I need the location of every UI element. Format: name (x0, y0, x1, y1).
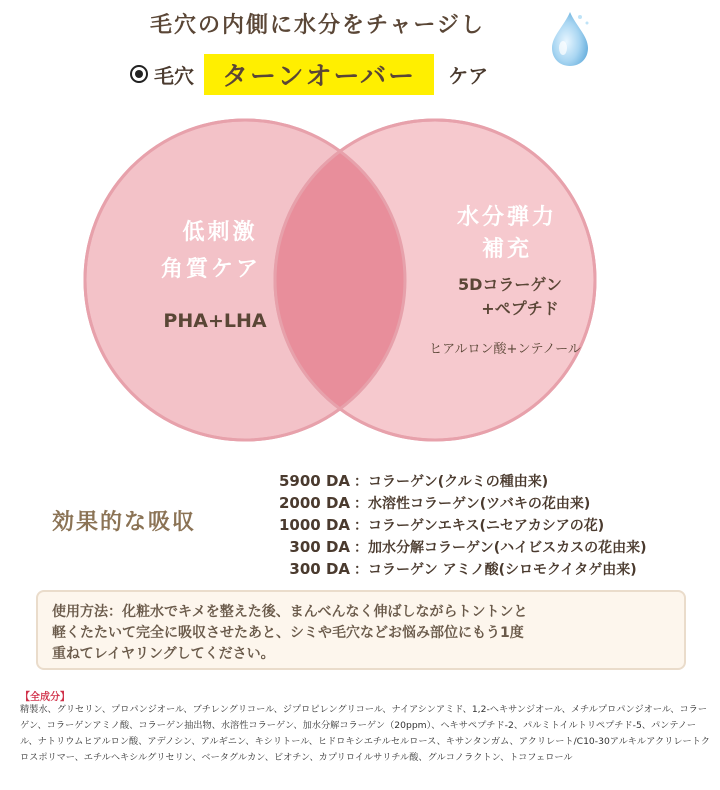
list-item (240, 558, 710, 580)
molecule-desc: ：コラーゲン アミノ酸(シロモクイタゲ由来) (354, 562, 637, 578)
usage-line: 使用方法：化粧水でキメを整えた後、まんべんなく伸ばしながらトントンと (52, 604, 528, 620)
usage-line: 軽くたたいて完全に吸収させたあと、シミや毛穴などお悩み部位にもう1度 (52, 625, 524, 641)
molecule-size: 5900 DA (278, 472, 350, 490)
left-title-line1: 低刺激 (182, 220, 258, 245)
molecule-desc: ：コラーゲン(クルミの種由来) (354, 474, 549, 490)
absorption-title: 効果的な吸収 (52, 510, 197, 535)
absorption-list (240, 470, 710, 580)
list-item (240, 536, 710, 558)
turnover-highlight: ターンオーバー (204, 54, 434, 95)
molecule-desc: ：加水分解コラーゲン(ハイビスカスの花由来) (354, 540, 647, 556)
ingredients-heading: 【全成分】 (20, 692, 70, 703)
molecule-desc: ：水溶性コラーゲン(ツバキの花由来) (354, 496, 591, 512)
subtitle-tail: ケア (448, 63, 489, 88)
molecule-size: 300 DA (289, 538, 350, 556)
right-title-line1: 水分弾力 (456, 205, 557, 230)
usage-line: 重ねてレイヤリングしてください。 (52, 646, 275, 662)
left-title-line2: 角質ケア (160, 257, 261, 282)
right-ingredient-line1: 5Dコラーゲン (457, 275, 563, 294)
molecule-size: 1000 DA (278, 516, 350, 534)
list-item (240, 514, 710, 536)
molecule-desc: ：コラーゲンエキス(ニセアカシアの花) (354, 518, 605, 534)
headline: 毛穴の内側に水分をチャージし (150, 13, 485, 38)
right-ingredient-line2: +ペプチド (481, 299, 559, 318)
water-drop-icon (542, 8, 598, 68)
molecule-size: 2000 DA (278, 494, 350, 512)
list-item (240, 470, 710, 492)
ingredients-text: 精製水、グリセリン、プロパンジオール、ブチレングリコール、ジプロピレングリコール、ナイアシンアミド、1,2-ヘキサンジオール、メチルプロパンジオール、コラーゲン、コラーゲンアミノ酸、コラーゲン抽出物、水溶性コラーゲン、加水分解コラーゲン（20ppm）、ヘキサペプチド-2、パルミトイルトリペプチド-5、パンテノール、ナトリウムヒアルロン酸、アデノシン、アルギニン、キシリトール、ヒドロキシエチルセルロース、キサンタンガム、アクリレート/C10-30アルキルアクリレートクロスポリマー、エチルヘキシルグリセリン、ベータグルカン、ビオチン、カプリロイルサリチル酸、グルコノラクトン、トコフェロール (20, 704, 710, 763)
subtitle-lead: 毛穴 (154, 63, 194, 88)
right-note: ヒアルロン酸+ンテノール (429, 342, 581, 357)
list-item (240, 492, 710, 514)
left-ingredient: PHA+LHA (163, 310, 267, 332)
usage-box (36, 590, 686, 670)
molecule-size: 300 DA (289, 560, 350, 578)
radio-selected-icon (130, 65, 148, 83)
right-title-line2: 補充 (481, 237, 532, 262)
subtitle-row (130, 56, 488, 92)
